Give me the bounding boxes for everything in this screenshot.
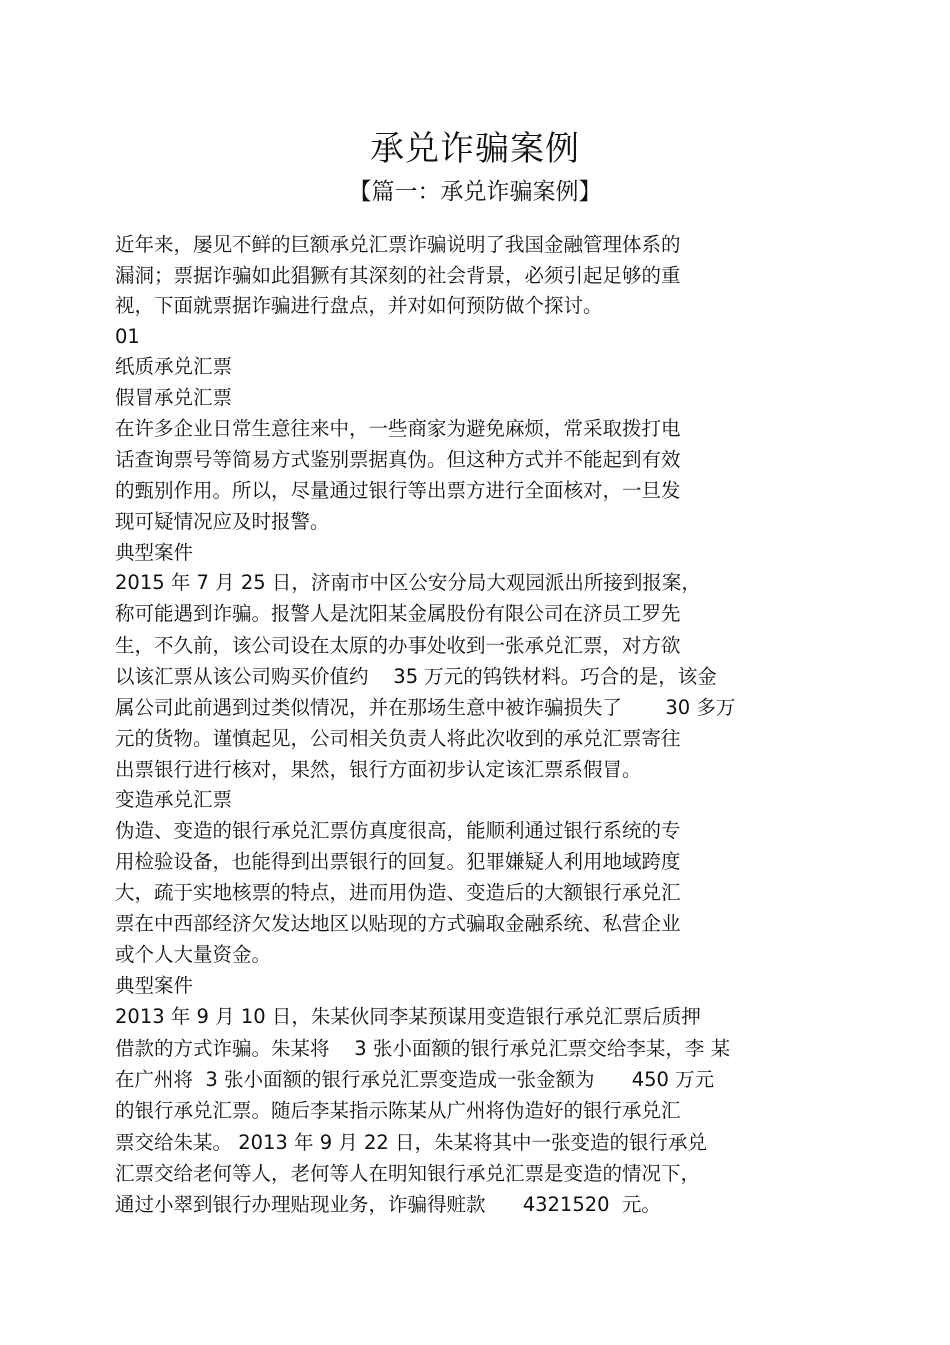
text-line: 话查询票号等简易方式鉴别票据真伪。但这种方式并不能起到有效 [115,448,681,471]
text-line: 大，疏于实地核票的特点，进而用伪造、变造后的大额银行承兑汇 [115,881,681,904]
text-line: 生，不久前，该公司设在太原的办事处收到一张承兑汇票，对方欲 [115,634,681,657]
text-line: 视，下面就票据诈骗进行盘点，并对如何预防做个探讨。 [115,294,603,317]
text-line: 的甄别作用。所以，尽量通过银行等出票方进行全面核对，一旦发 [115,479,681,502]
text-line: 01 [115,325,140,348]
text-line: 出票银行进行核对，果然，银行方面初步认定该汇票系假冒。 [115,758,642,781]
text-line: 用检验设备，也能得到出票银行的回复。犯罪嫌疑人利用地域跨度 [115,850,681,873]
text-line: 漏洞；票据诈骗如此猖獗有其深刻的社会背景，必须引起足够的重 [115,264,681,287]
text-line: 近年来，屡见不鲜的巨额承兑汇票诈骗说明了我国金融管理体系的 [115,233,681,256]
text-line: 变造承兑汇票 [115,788,233,811]
text-line: 典型案件 [115,541,194,564]
text-line: 典型案件 [115,974,194,997]
text-line: 属公司此前遇到过类似情况，并在那场生意中被诈骗损失了 30 多万 [115,696,736,719]
document-title: 承兑诈骗案例 [370,129,580,169]
text-line: 现可疑情况应及时报警。 [115,510,330,533]
text-line: 票在中西部经济欠发达地区以贴现的方式骗取金融系统、私营企业 [115,912,681,935]
text-line: 称可能遇到诈骗。报警人是沈阳某金属股份有限公司在济员工罗先 [115,602,681,625]
text-line: 在广州将 3 张小面额的银行承兑汇票变造成一张金额为 450 万元 [115,1068,715,1091]
text-line: 以该汇票从该公司购买价值约 35 万元的钨铁材料。巧合的是，该金 [115,665,717,688]
text-line: 2015 年 7 月 25 日，济南市中区公安分局大观园派出所接到报案， [115,571,701,594]
text-line: 汇票交给老何等人，老何等人在明知银行承兑汇票是变造的情况下， [115,1162,701,1185]
text-line: 元的货物。谨慎起见，公司相关负责人将此次收到的承兑汇票寄往 [115,727,681,750]
text-line: 借款的方式诈骗。朱某将 3 张小面额的银行承兑汇票交给李某，李 某 [115,1037,731,1060]
text-line: 2013 年 9 月 10 日，朱某伙同李某预谋用变造银行承兑汇票后质押 [115,1005,701,1028]
text-line: 票交给朱某。 2013 年 9 月 22 日，朱某将其中一张变造的银行承兑 [115,1131,708,1154]
text-line: 的银行承兑汇票。随后李某指示陈某从广州将伪造好的银行承兑汇 [115,1099,681,1122]
text-line: 假冒承兑汇票 [115,386,233,409]
text-line: 通过小翠到银行办理贴现业务，诈骗得赃款 4321520 元。 [115,1193,661,1216]
text-line: 纸质承兑汇票 [115,355,233,378]
section-heading: 【篇一：承兑诈骗案例】 [348,179,602,205]
text-line: 在许多企业日常生意往来中，一些商家为避免麻烦，常采取拨打电 [115,417,681,440]
text-line: 伪造、变造的银行承兑汇票仿真度很高，能顺利通过银行系统的专 [115,819,681,842]
text-line: 或个人大量资金。 [115,943,272,966]
